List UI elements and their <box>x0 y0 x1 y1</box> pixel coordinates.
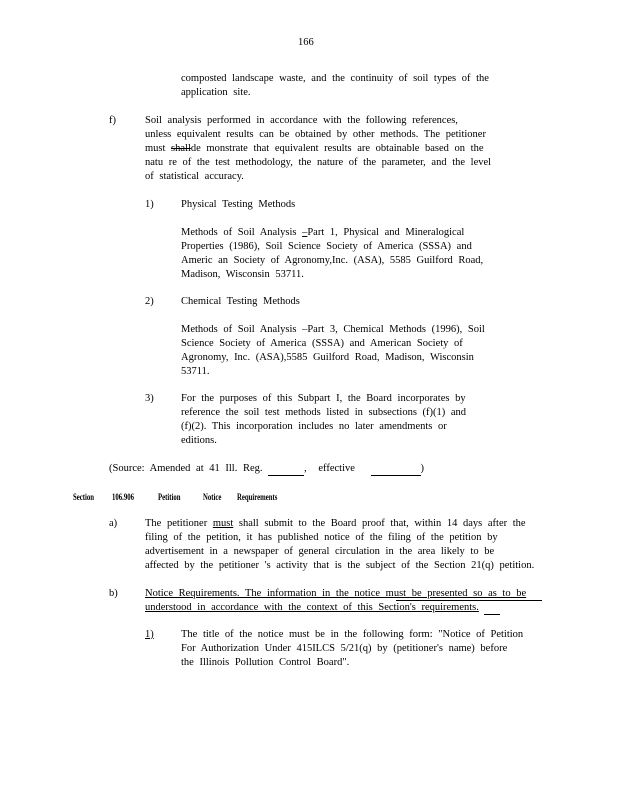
item-3-line-2: reference the soil test methods listed in subsections (f)(1) and <box>181 407 467 418</box>
subitem-b1-label: 1) <box>145 629 154 640</box>
item-3-label: 3) <box>145 393 154 404</box>
paragraph-f-line-5: of statistical accuracy. <box>145 171 244 182</box>
subsection-a-line-2: filing of the petition, it has published notice of the filing of the petition by <box>145 532 498 543</box>
source-note <box>109 462 424 476</box>
item-1-line-4: Madison, Wisconsin 53711. <box>181 269 304 280</box>
inserted-dash: – <box>302 227 308 238</box>
subitem-b1-line-2: For Authorization Under 415ILCS 5/21(q) by (petitioner's name) before <box>181 643 508 654</box>
item-2-line-2: Science Society of America (SSSA) and American Society of <box>181 338 463 349</box>
paragraph-f-line-1: Soil analysis performed in accordance with the following references, <box>145 115 458 126</box>
subsection-b-line-2: understood in accordance with the context of this Section's requirements. <box>145 602 479 613</box>
item-1-line-2: Properties (1986), Soil Science Society of America (SSSA) and <box>181 241 472 252</box>
subitem-b1-line-3: the Illinois Pollution Control Board". <box>181 657 350 668</box>
item-2-line-3: Agronomy, Inc. (ASA),5585 Guilford Road, Madison, Wisconsin <box>181 352 474 363</box>
source-prefix: (Source: Amended at 41 Ill. Reg. <box>109 463 263 474</box>
item-3-line-3: (f)(2). This incorporation includes no later amendments or <box>181 421 447 432</box>
section-number: 106.906 <box>112 492 134 502</box>
date-blank <box>371 464 421 476</box>
subsection-a-label: a) <box>109 518 118 529</box>
paragraph-f-line-3 <box>145 142 484 156</box>
section-title-word-3: Requirements <box>237 492 278 502</box>
source-effective: effective <box>318 463 355 474</box>
item-2-label: 2) <box>145 296 154 307</box>
subsection-a-line-1-rest: shall submit to the Board proof that, within 14 days after the <box>238 518 526 529</box>
paragraph-f-line-4: natu re of the test methodology, the nature of the parameter, and the level <box>145 157 492 168</box>
source-comma: , <box>304 463 307 474</box>
item-1-line-1 <box>181 226 464 240</box>
item-2-line-4: 53711. <box>181 366 210 377</box>
subsection-a-line-1 <box>145 517 526 531</box>
source-close: ) <box>420 463 425 474</box>
item-1-line-3: Americ an Society of Agronomy,Inc. (ASA), 5585 Guilford Road, <box>181 255 484 266</box>
item-1-title: Physical Testing Methods <box>181 199 296 210</box>
subsection-b-label: b) <box>109 588 118 599</box>
item-2-title: Chemical Testing Methods <box>181 296 300 307</box>
item-1-line-1-start: Methods of Soil Analysis <box>181 227 303 238</box>
volume-blank <box>268 464 304 476</box>
item-2-line-1: Methods of Soil Analysis –Part 3, Chemical Methods (1996), Soil <box>181 324 485 335</box>
section-label: Section <box>73 492 94 502</box>
continuation-line-1: composted landscape waste, and the continuity of soil types of the <box>181 73 489 84</box>
inserted-text-rule-1 <box>396 600 542 601</box>
item-1-line-1-rest: Part 1, Physical and Mineralogical <box>307 227 465 238</box>
paragraph-f-label: f) <box>109 115 116 126</box>
section-title-word-2: Notice <box>203 492 222 502</box>
subsection-a-line-4: affected by the petitioner 's activity that is the subject of the Section 21(q) petition. <box>145 560 535 571</box>
inserted-text-rule-2 <box>484 614 500 615</box>
subsection-a-line-1-start: The petitioner <box>145 518 208 529</box>
subitem-b1-line-1: The title of the notice must be in the following form: "Notice of Petition <box>181 629 524 640</box>
subsection-b-line-1: Notice Requirements. The information in the notice must be presented so as to be <box>145 588 527 599</box>
continuation-line-2: application site. <box>181 87 251 98</box>
item-1-label: 1) <box>145 199 154 210</box>
inserted-must: must <box>212 518 234 529</box>
must-word: must <box>145 143 166 154</box>
struck-shall: shall <box>171 143 191 154</box>
item-3-line-4: editions. <box>181 435 217 446</box>
item-3-line-1: For the purposes of this Subpart I, the Board incorporates by <box>181 393 466 404</box>
section-title-word-1: Petition <box>158 492 181 502</box>
subsection-a-line-3: advertisement in a newspaper of general circulation in the area likely to be <box>145 546 495 557</box>
page-number: 166 <box>298 37 314 48</box>
paragraph-f-line-3-text: de monstrate that equivalent results are obtainable based on the <box>190 143 484 154</box>
paragraph-f-line-2: unless equivalent results can be obtained by other methods. The petitioner <box>145 129 486 140</box>
